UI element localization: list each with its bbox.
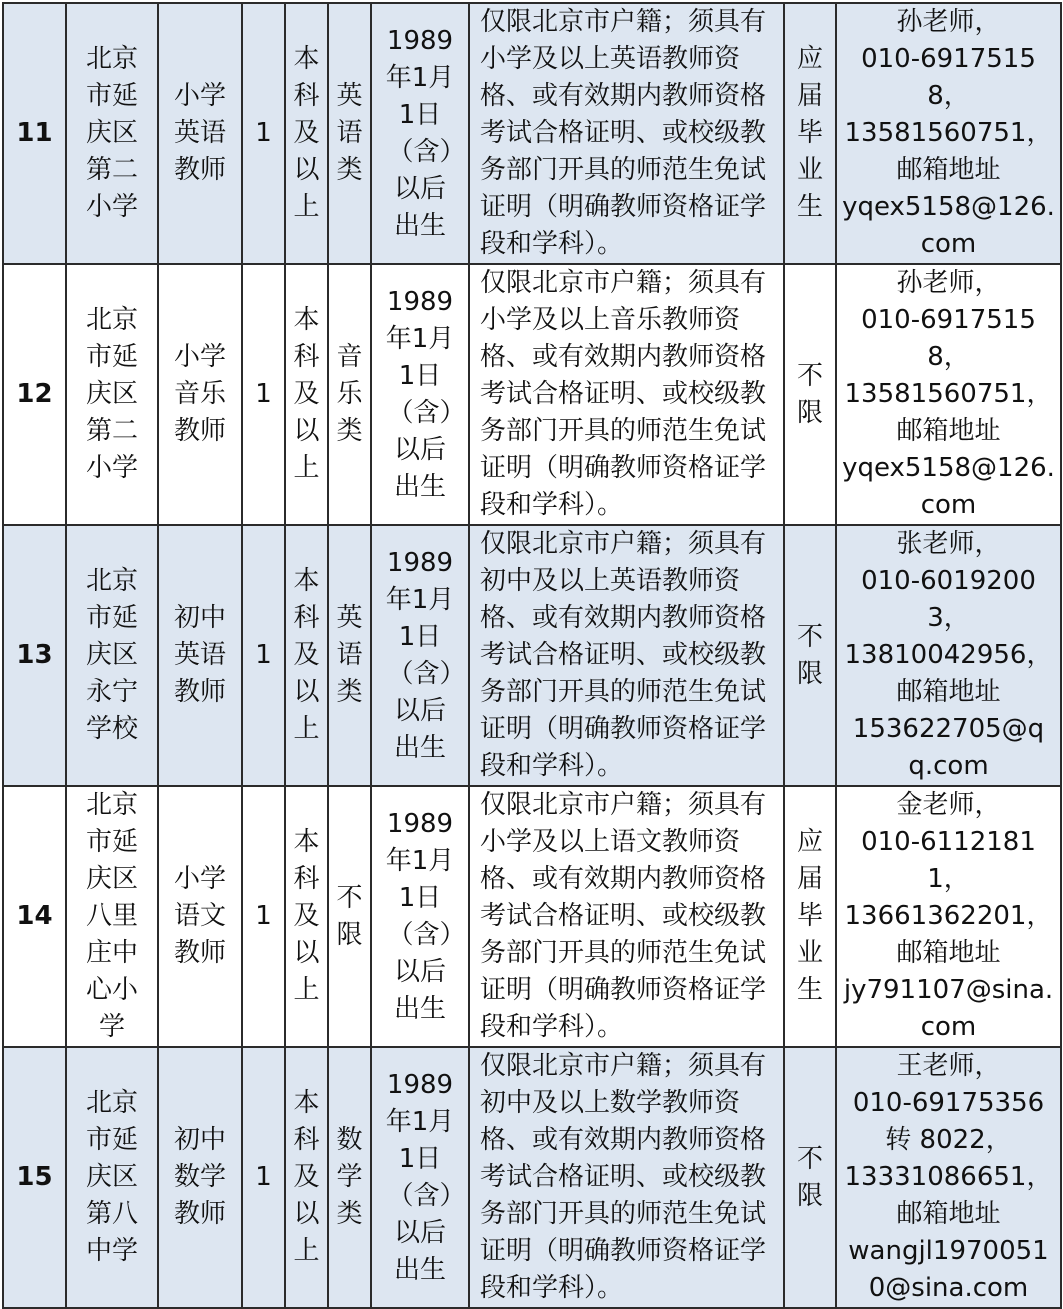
contact-email-label: 邮箱地址 xyxy=(896,677,1001,707)
other-requirements: 仅限北京市户籍；须具有小学及以上音乐教师资格、或有效期内教师资格考试合格证明、或校级教务部门开具的师范生免试证明（明确教师资格证学段和学科）。 xyxy=(469,264,784,525)
contact-name: 王老师， xyxy=(896,1051,1001,1081)
position-name: 初中数学教师 xyxy=(158,1047,242,1308)
birth-requirement: 1989年1月1日（含）以后出生 xyxy=(371,3,469,264)
row-number: 11 xyxy=(3,3,66,264)
graduate-requirement: 不限 xyxy=(784,264,836,525)
row-number: 13 xyxy=(3,525,66,786)
school-name: 北京市延庆区第八中学 xyxy=(66,1047,158,1308)
major-requirement: 英语类 xyxy=(328,525,371,786)
major-requirement: 数学类 xyxy=(328,1047,371,1308)
major-requirement: 不限 xyxy=(328,786,371,1047)
school-name: 北京市延庆区永宁学校 xyxy=(66,525,158,786)
contact-phone: 010-61121811， xyxy=(861,827,1036,894)
other-requirements: 仅限北京市户籍；须具有初中及以上英语教师资格、或有效期内教师资格考试合格证明、或校级教务部门开具的师范生免试证明（明确教师资格证学段和学科）。 xyxy=(469,525,784,786)
contact-phone: 010-69175158， xyxy=(861,305,1036,372)
birth-requirement: 1989年1月1日（含）以后出生 xyxy=(371,786,469,1047)
table-row xyxy=(3,1047,1061,1308)
position-name: 小学英语教师 xyxy=(158,3,242,264)
major-requirement: 英语类 xyxy=(328,3,371,264)
contact-name: 孙老师， xyxy=(896,268,1001,298)
table-row xyxy=(3,525,1061,786)
contact-info xyxy=(836,525,1061,786)
position-name: 小学语文教师 xyxy=(158,786,242,1047)
contact-name: 金老师， xyxy=(896,790,1001,820)
row-number: 12 xyxy=(3,264,66,525)
contact-email: yqex5158@126.com xyxy=(842,192,1055,259)
table-row xyxy=(3,264,1061,525)
contact-name: 孙老师， xyxy=(896,7,1001,37)
contact-info xyxy=(836,1047,1061,1308)
hiring-count: 1 xyxy=(242,264,285,525)
school-name: 北京市延庆区第二小学 xyxy=(66,3,158,264)
birth-requirement: 1989年1月1日（含）以后出生 xyxy=(371,525,469,786)
contact-mobile: 13810042956， xyxy=(844,640,1053,670)
position-name: 初中英语教师 xyxy=(158,525,242,786)
contact-phone: 010-69175356 转 8022， xyxy=(852,1088,1045,1155)
contact-email-label: 邮箱地址 xyxy=(896,1199,1001,1229)
graduate-requirement: 不限 xyxy=(784,1047,836,1308)
birth-requirement: 1989年1月1日（含）以后出生 xyxy=(371,1047,469,1308)
education-requirement: 本科及以上 xyxy=(285,525,328,786)
contact-mobile: 13331086651， xyxy=(844,1162,1053,1192)
table-row xyxy=(3,786,1061,1047)
contact-email: wangjl19700510@sina.com xyxy=(848,1236,1049,1303)
contact-phone: 010-60192003， xyxy=(861,566,1036,633)
position-name: 小学音乐教师 xyxy=(158,264,242,525)
other-requirements: 仅限北京市户籍；须具有小学及以上英语教师资格、或有效期内教师资格考试合格证明、或校级教务部门开具的师范生免试证明（明确教师资格证学段和学科）。 xyxy=(469,3,784,264)
hiring-count: 1 xyxy=(242,3,285,264)
education-requirement: 本科及以上 xyxy=(285,264,328,525)
contact-phone: 010-69175158， xyxy=(861,44,1036,111)
education-requirement: 本科及以上 xyxy=(285,786,328,1047)
contact-name: 张老师， xyxy=(896,529,1001,559)
hiring-count: 1 xyxy=(242,1047,285,1308)
contact-mobile: 13581560751， xyxy=(844,118,1053,148)
school-name: 北京市延庆区第二小学 xyxy=(66,264,158,525)
hiring-count: 1 xyxy=(242,525,285,786)
education-requirement: 本科及以上 xyxy=(285,3,328,264)
graduate-requirement: 应届毕业生 xyxy=(784,786,836,1047)
table-row xyxy=(3,3,1061,264)
row-number: 14 xyxy=(3,786,66,1047)
row-number: 15 xyxy=(3,1047,66,1308)
school-name: 北京市延庆区八里庄中心小学 xyxy=(66,786,158,1047)
contact-email-label: 邮箱地址 xyxy=(896,155,1001,185)
contact-mobile: 13581560751， xyxy=(844,379,1053,409)
graduate-requirement: 不限 xyxy=(784,525,836,786)
contact-email-label: 邮箱地址 xyxy=(896,938,1001,968)
contact-info xyxy=(836,3,1061,264)
hiring-count: 1 xyxy=(242,786,285,1047)
education-requirement: 本科及以上 xyxy=(285,1047,328,1308)
contact-email: yqex5158@126.com xyxy=(842,453,1055,520)
other-requirements: 仅限北京市户籍；须具有初中及以上数学教师资格、或有效期内教师资格考试合格证明、或校级教务部门开具的师范生免试证明（明确教师资格证学段和学科）。 xyxy=(469,1047,784,1308)
graduate-requirement: 应届毕业生 xyxy=(784,3,836,264)
contact-email: jy791107@sina.com xyxy=(843,975,1054,1042)
contact-email: 153622705@qq.com xyxy=(852,714,1045,781)
contact-info xyxy=(836,786,1061,1047)
contact-mobile: 13661362201， xyxy=(844,901,1053,931)
recruitment-table xyxy=(2,2,1062,1309)
other-requirements: 仅限北京市户籍；须具有小学及以上语文教师资格、或有效期内教师资格考试合格证明、或校级教务部门开具的师范生免试证明（明确教师资格证学段和学科）。 xyxy=(469,786,784,1047)
major-requirement: 音乐类 xyxy=(328,264,371,525)
contact-email-label: 邮箱地址 xyxy=(896,416,1001,446)
contact-info xyxy=(836,264,1061,525)
birth-requirement: 1989年1月1日（含）以后出生 xyxy=(371,264,469,525)
